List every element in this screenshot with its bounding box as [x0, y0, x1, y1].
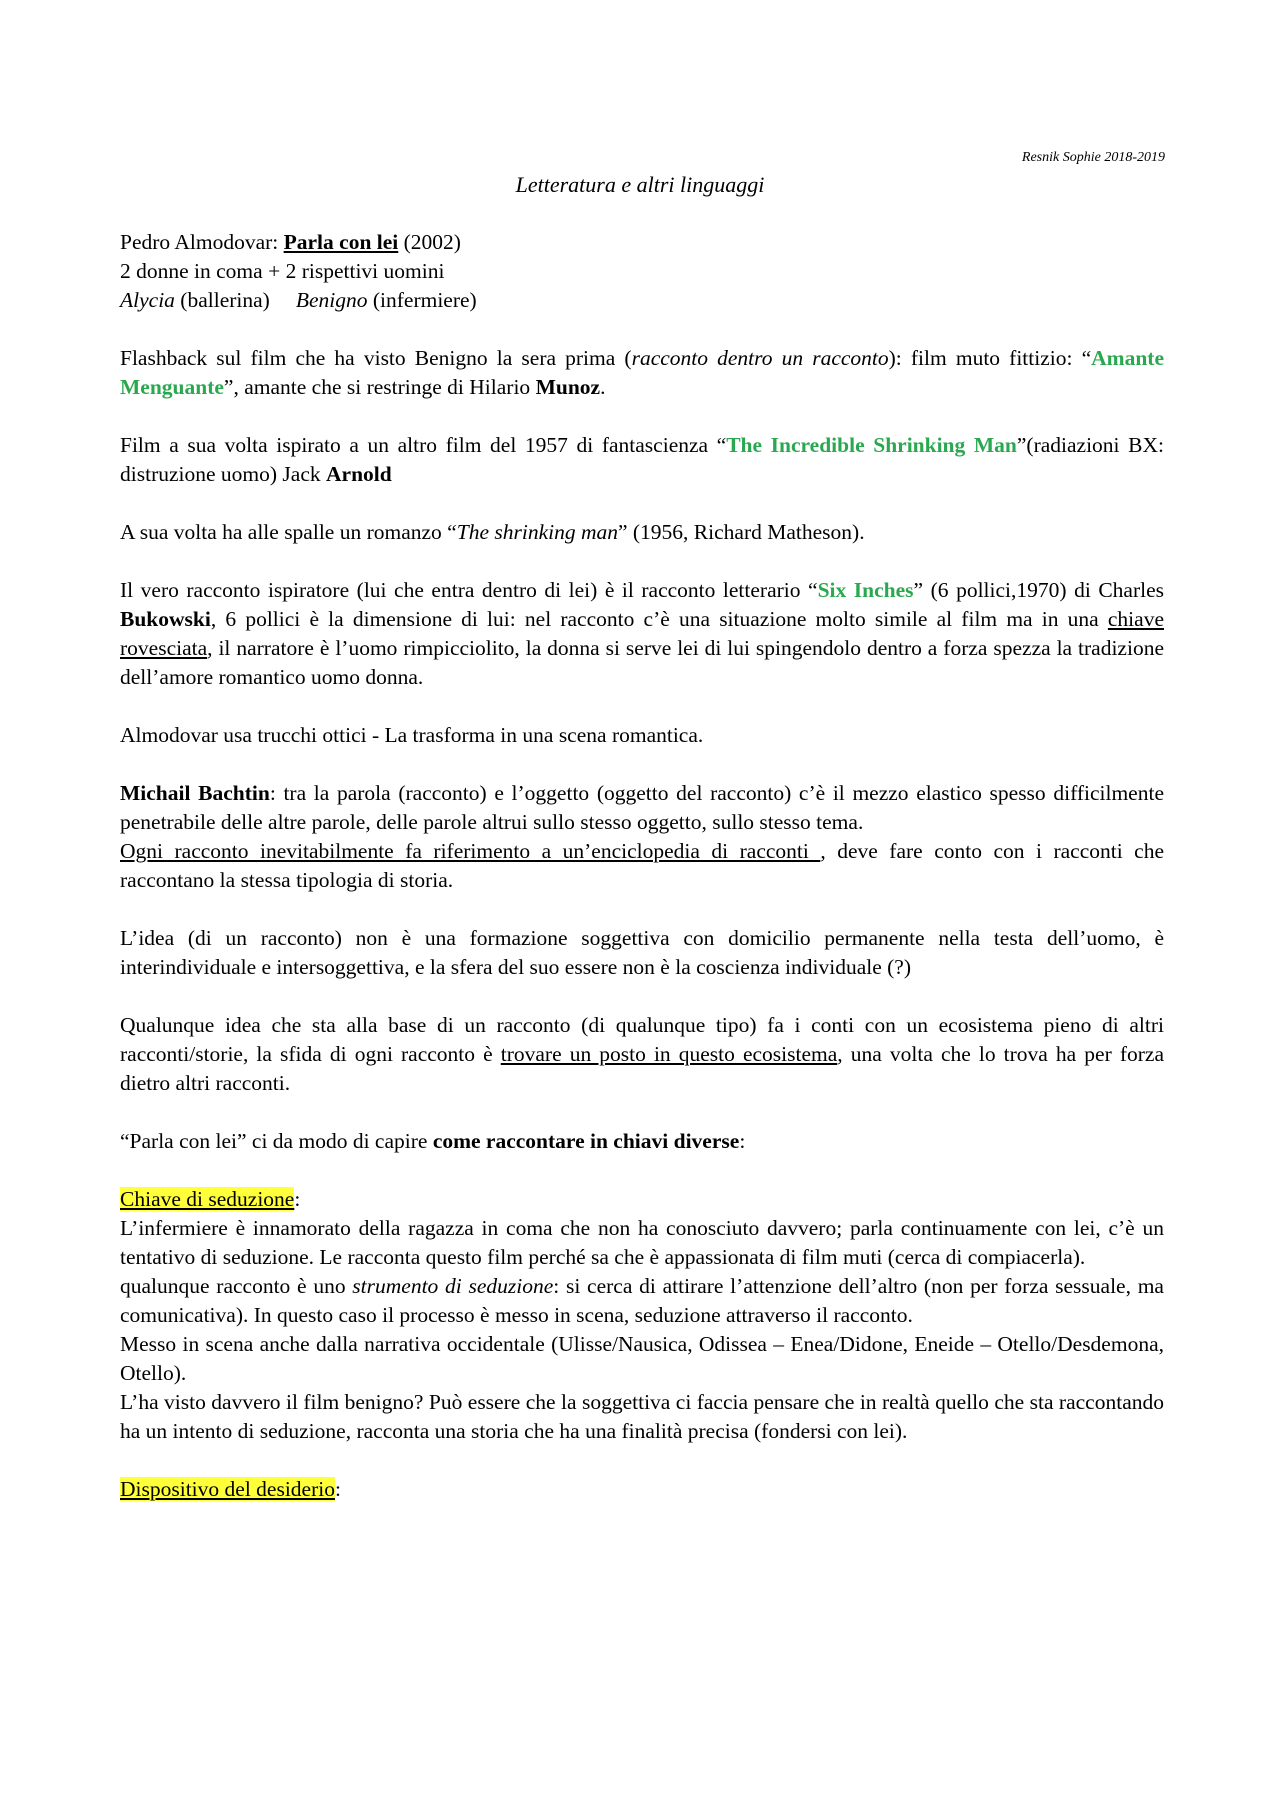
seduzione-line-2: qualunque racconto è uno strumento di seduzione: si cerca di attirare l’attenzione dell’altro (non per forza sessuale, ma comunicativa). In questo caso il processo è messo in scena, seduzione attraverso il racconto.: [120, 1274, 1164, 1327]
seduzione-line-4: L’ha visto davvero il film benigno? Può essere che la soggettiva ci faccia pensare che in realtà quello che sta raccontando ha un intento di seduzione, racconta una storia che ha una finalità precisa (fondersi con lei).: [120, 1390, 1164, 1443]
paragraph-ecosystem: Qualunque idea che sta alla base di un racconto (di qualunque tipo) fa i conti con un ecosistema pieno di altri racconti/storie, la sfida di ogni racconto è trovare un posto in questo ecosistema, una volta che lo trova ha per forza dietro altri racconti.: [120, 1013, 1164, 1095]
paragraph-flashback: Flashback sul film che ha visto Benigno la sera prima (racconto dentro un racconto): film muto fittizio: “Amante Menguante”, amante che si restringe di Hilario Munoz.: [120, 346, 1164, 399]
intro-line-2: 2 donne in coma + 2 rispettivi uomini: [120, 259, 445, 283]
intro-line-1: Pedro Almodovar: Parla con lei (2002): [120, 230, 461, 254]
author-line: Resnik Sophie 2018-2019: [1021, 150, 1165, 165]
paragraph-idea: L’idea (di un racconto) non è una formazione soggettiva con domicilio permanente nella testa dell’uomo, è interindividuale e intersoggettiva, e la sfera del suo essere non è la coscienza individuale (?): [120, 926, 1164, 979]
film-title: Parla con lei: [283, 230, 399, 254]
paragraph-optical-tricks: Almodovar usa trucchi ottici - La trasforma in una scena romantica.: [120, 723, 704, 747]
section-heading-seduzione: Chiave di seduzione:: [120, 1187, 301, 1211]
paragraph-keys: “Parla con lei” ci da modo di capire come raccontare in chiavi diverse:: [120, 1129, 746, 1153]
paragraph-shrinking-man-film: Film a sua volta ispirato a un altro film del 1957 di fantascienza “The Incredible Shrinking Man”(radiazioni BX: distruzione uomo) Jack Arnold: [120, 433, 1164, 486]
paragraph-novel: A sua volta ha alle spalle un romanzo “The shrinking man” (1956, Richard Matheson).: [120, 520, 865, 544]
document-title: Letteratura e altri linguaggi: [515, 172, 765, 197]
paragraph-six-inches: Il vero racconto ispiratore (lui che entra dentro di lei) è il racconto letterario “Six Inches” (6 pollici,1970) di Charles Bukowski, 6 pollici è la dimensione di lui: nel racconto c’è una situazione molto simile al film ma in una chiave rovesciata, il narratore è l’uomo rimpicciolito, la donna si serve lei di lui spingendolo dentro a forza spezza la tradizione dell’amore romantico uomo donna.: [120, 578, 1164, 689]
intro-line-3: Alycia (ballerina) Benigno (infermiere): [120, 288, 477, 312]
document-body: [120, 228, 1164, 1533]
paragraph-bachtin: Michail Bachtin: tra la parola (racconto) e l’oggetto (oggetto del racconto) c’è il mezzo elastico spesso difficilmente penetrabile delle altre parole, delle parole altrui sullo stesso oggetto, sullo stesso tema. Ogni racconto inevitabilmente fa riferimento a un’enciclopedia di racconti , deve fare conto con i racconti che raccontano la stessa tipologia di storia.: [120, 781, 1165, 892]
seduzione-line-3: Messo in scena anche dalla narrativa occidentale (Ulisse/Nausica, Odissea – Enea/Didone, Eneide – Otello/Desdemona, Otello).: [120, 1332, 1164, 1385]
section-heading-desiderio: Dispositivo del desiderio:: [120, 1477, 341, 1501]
seduzione-line-1: L’infermiere è innamorato della ragazza in coma che non ha conosciuto davvero; parla continuamente con lei, c’è un tentativo di seduzione. Le racconta questo film perché sa che è appassionata di film muti (cerca di compiacerla).: [120, 1216, 1164, 1269]
